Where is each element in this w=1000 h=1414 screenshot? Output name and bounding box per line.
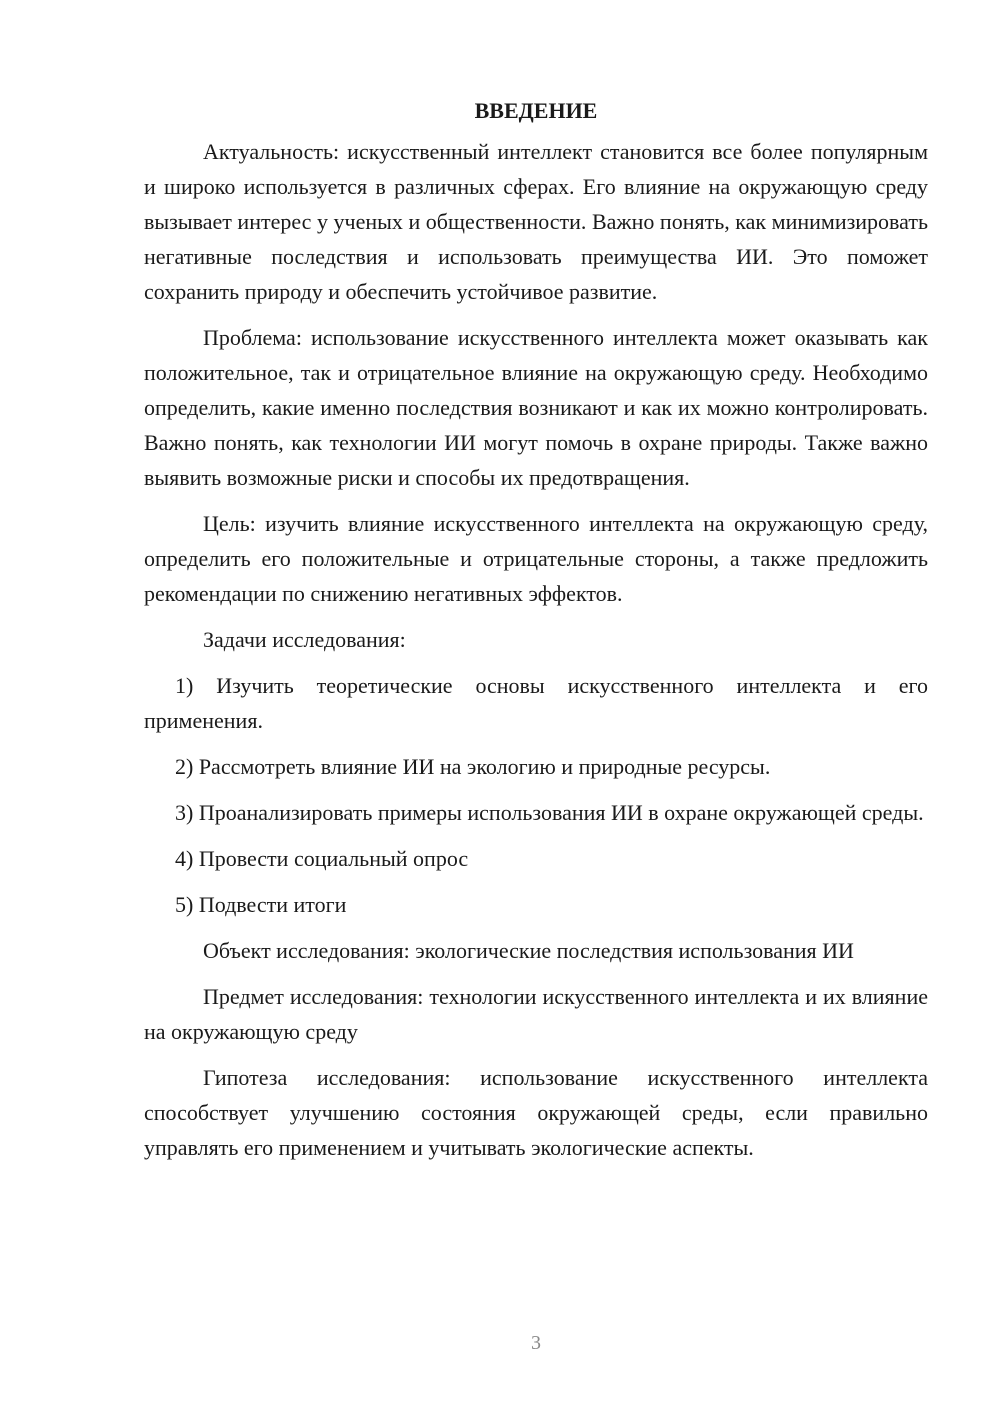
object-paragraph: Объект исследования: экологические последствия использования ИИ [203, 938, 854, 963]
task-item-4: 4) Провести социальный опрос [175, 846, 469, 871]
subject-paragraph: Предмет исследования: технологии искусственного интеллекта и их влияние на окружающую среду [144, 984, 928, 1044]
task-item-2: 2) Рассмотреть влияние ИИ на экологию и природные ресурсы. [175, 754, 771, 779]
tasks-heading: Задачи исследования: [203, 627, 406, 652]
goal-paragraph: Цель: изучить влияние искусственного интеллекта на окружающую среду, определить его положительные и отрицательные стороны, а также предложить рекомендации по снижению негативных эффектов. [144, 511, 928, 606]
relevance-paragraph: Актуальность: искусственный интеллект становится все более популярным и широко используется в различных сферах. Его влияние на окружающую среду вызывает интерес у ученых и общественности. Важно понять, как минимизировать негативные последствия и использовать преимущества ИИ. Это поможет сохранить природу и обеспечить устойчивое развитие. [144, 139, 928, 304]
page-number: 3 [531, 1332, 541, 1354]
task-item-3: 3) Проанализировать примеры использования ИИ в охране окружающей среды. [175, 800, 924, 825]
task-item-1: 1) Изучить теоретические основы искусственного интеллекта и его применения. [144, 673, 928, 733]
page-title: ВВЕДЕНИЕ [474, 98, 598, 123]
page-content [144, 93, 928, 1176]
problem-paragraph: Проблема: использование искусственного интеллекта может оказывать как положительное, так и отрицательное влияние на окружающую среду. Необходимо определить, какие именно последствия возникают и как их можно контролировать. Важно понять, как технологии ИИ могут помочь в охране природы. Также важно выявить возможные риски и способы их предотвращения. [144, 325, 928, 490]
hypothesis-paragraph: Гипотеза исследования: использование искусственного интеллекта способствует улучшению состояния окружающей среды, если правильно управлять его применением и учитывать экологические аспекты. [144, 1065, 928, 1160]
task-item-5: 5) Подвести итоги [175, 892, 347, 917]
